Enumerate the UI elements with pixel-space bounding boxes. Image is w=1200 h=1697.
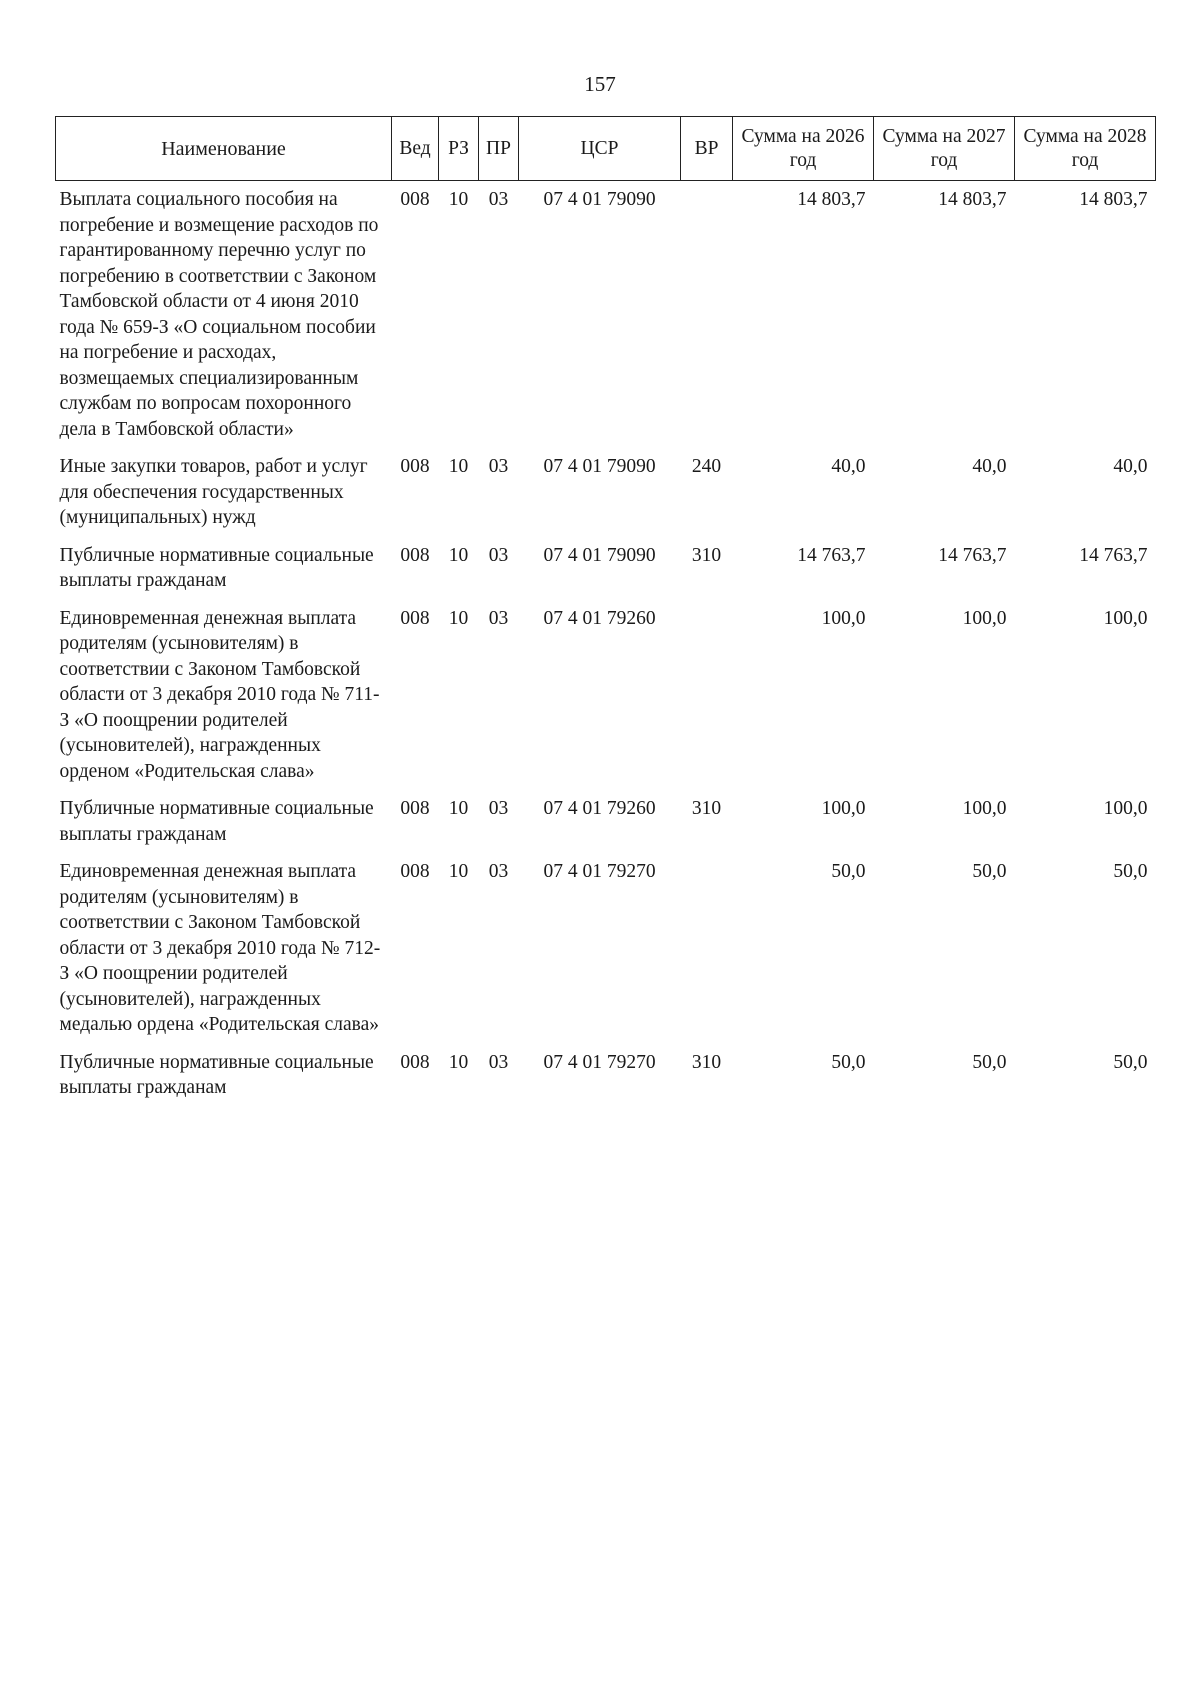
row-pr: 03 (488, 456, 509, 477)
row-sum-2028: 50,0 (1113, 861, 1148, 882)
row-sum-2027: 100,0 (962, 798, 1007, 819)
table-row (56, 784, 1156, 847)
row-pr: 03 (488, 544, 509, 566)
header-sum-2027: Сумма на 2027 год (874, 117, 1015, 181)
row-csr: 07 4 01 79090 (543, 544, 656, 566)
row-pr: 03 (488, 861, 509, 882)
row-vr: 240 (691, 456, 722, 477)
row-rz: 10 (448, 456, 469, 477)
row-rz: 10 (448, 189, 469, 210)
row-name: Публичные нормативные социальные выплаты гражданам (59, 544, 374, 591)
row-sum-2028: 14 763,7 (1079, 544, 1148, 566)
row-csr: 07 4 01 79270 (543, 861, 656, 882)
row-name: Единовременная денежная выплата родителям (усыновителям) в соответствии с Законом Тамбовской области от 3 декабря 2010 года № 712-З «О поощрении родителей (усыновителей), награжденных медалью ордена «Родительская слава» (59, 861, 381, 1035)
row-sum-2026: 50,0 (831, 861, 866, 882)
row-sum-2028: 40,0 (1113, 456, 1148, 477)
row-name: Публичные нормативные социальные выплаты гражданам (59, 798, 374, 845)
header-name: Наименование (56, 117, 392, 181)
row-rz: 10 (448, 607, 469, 629)
row-sum-2027: 14 803,7 (938, 189, 1007, 210)
row-ved: 008 (400, 607, 430, 629)
row-rz: 10 (448, 1051, 469, 1073)
table-body (56, 181, 1156, 1101)
row-sum-2028: 100,0 (1103, 607, 1148, 629)
row-name: Единовременная денежная выплата родителям (усыновителям) в соответствии с Законом Тамбовской области от 3 декабря 2010 года № 711-З «О поощрении родителей (усыновителей), награжденных орденом «Родительская слава» (59, 607, 380, 782)
header-vr: ВР (681, 117, 733, 181)
row-rz: 10 (448, 798, 469, 819)
row-ved: 008 (400, 456, 430, 477)
header-rz: РЗ (439, 117, 479, 181)
row-ved: 008 (400, 544, 430, 566)
header-csr: ЦСР (519, 117, 681, 181)
row-ved: 008 (400, 798, 430, 819)
row-ved: 008 (400, 189, 430, 210)
row-sum-2026: 14 763,7 (797, 544, 866, 566)
table-row (56, 594, 1156, 785)
row-csr: 07 4 01 79260 (543, 607, 656, 629)
table-header (56, 117, 1156, 181)
row-csr: 07 4 01 79270 (543, 1051, 656, 1073)
row-vr (681, 181, 733, 443)
row-sum-2026: 14 803,7 (797, 189, 866, 210)
row-vr: 310 (691, 1051, 722, 1073)
row-csr: 07 4 01 79090 (543, 456, 656, 477)
row-name: Публичные нормативные социальные выплаты гражданам (59, 1051, 374, 1098)
row-pr: 03 (488, 607, 509, 629)
row-sum-2027: 14 763,7 (938, 544, 1007, 566)
row-vr (681, 594, 733, 785)
row-sum-2026: 100,0 (821, 607, 866, 629)
budget-table (55, 116, 1156, 1101)
table-row (56, 847, 1156, 1038)
row-sum-2028: 50,0 (1113, 1051, 1148, 1073)
row-sum-2026: 40,0 (831, 456, 866, 477)
row-rz: 10 (448, 861, 469, 882)
table-row (56, 1038, 1156, 1101)
table-row (56, 181, 1156, 443)
table-row (56, 531, 1156, 594)
header-sum-2026: Сумма на 2026 год (733, 117, 874, 181)
row-ved: 008 (400, 1051, 430, 1073)
header-pr: ПР (479, 117, 519, 181)
row-sum-2026: 100,0 (821, 798, 866, 819)
table-row (56, 442, 1156, 531)
page-number: 157 (584, 72, 616, 96)
header-ved: Вед (392, 117, 439, 181)
header-sum-2028: Сумма на 2028 год (1015, 117, 1156, 181)
row-csr: 07 4 01 79090 (543, 189, 656, 210)
row-pr: 03 (488, 798, 509, 819)
row-sum-2027: 50,0 (972, 861, 1007, 882)
row-sum-2026: 50,0 (831, 1051, 866, 1073)
row-rz: 10 (448, 544, 469, 566)
row-vr (681, 847, 733, 1038)
row-pr: 03 (488, 1051, 509, 1073)
row-pr: 03 (488, 189, 509, 210)
row-vr: 310 (691, 798, 722, 819)
row-sum-2027: 50,0 (972, 1051, 1007, 1073)
row-sum-2028: 14 803,7 (1079, 189, 1148, 210)
row-name: Выплата социального пособия на погребение и возмещение расходов по гарантированному перечню услуг по погребению в соответствии с Законом Тамбовской области от 4 июня 2010 года № 659-З «О социальном пособии на погребение и расходах, возмещаемых специализированным службам по вопросам похоронного дела в Тамбовской области» (59, 189, 379, 440)
row-sum-2028: 100,0 (1103, 798, 1148, 819)
row-sum-2027: 40,0 (972, 456, 1007, 477)
row-name: Иные закупки товаров, работ и услуг для обеспечения государственных (муниципальных) нужд (59, 456, 368, 528)
row-sum-2027: 100,0 (962, 607, 1007, 629)
row-ved: 008 (400, 861, 430, 882)
row-csr: 07 4 01 79260 (543, 798, 656, 819)
row-vr: 310 (691, 544, 722, 566)
